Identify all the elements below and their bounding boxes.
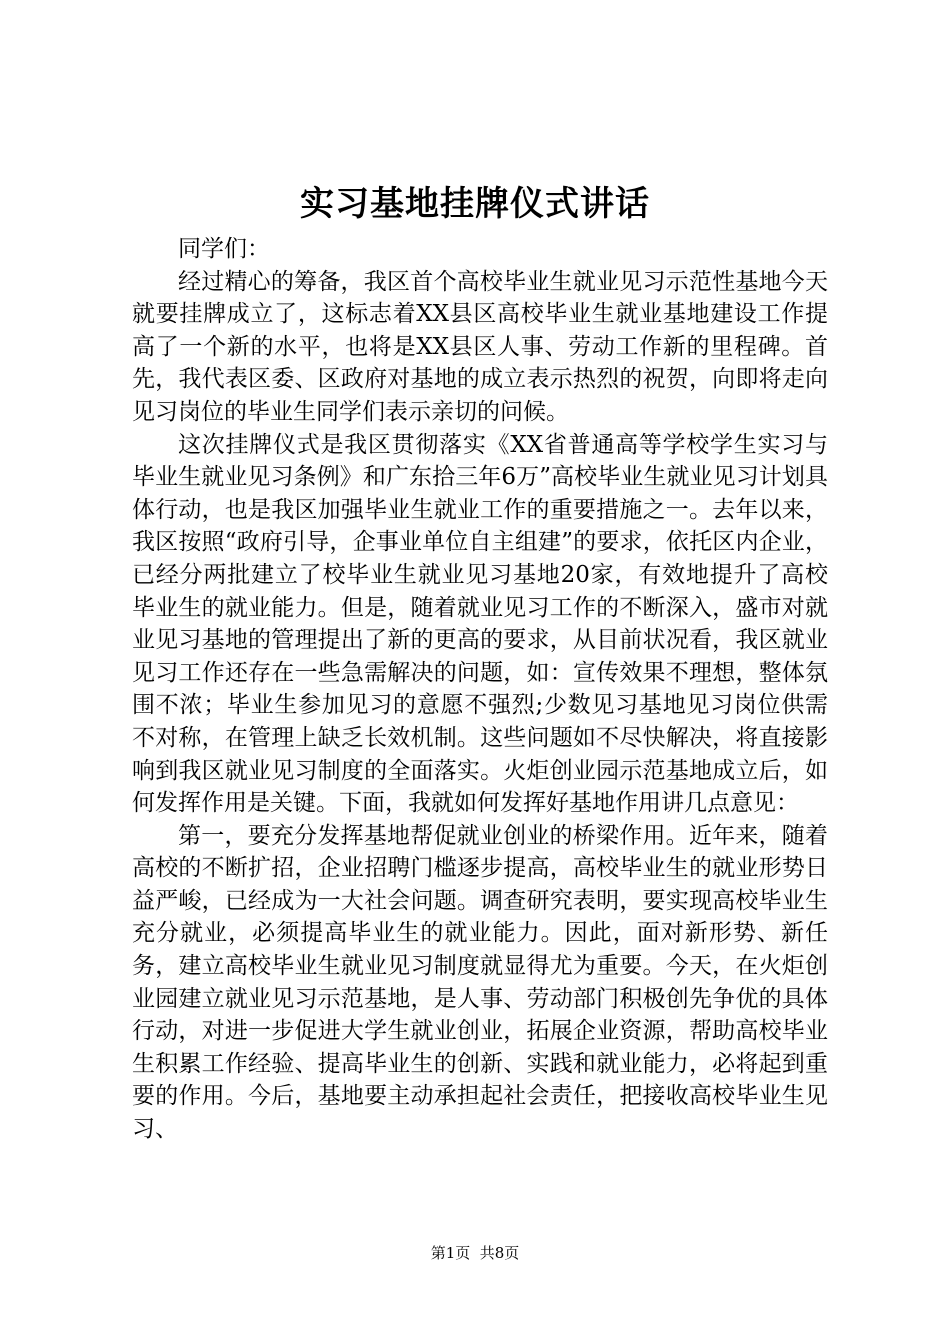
page-number-footer: 第1页 共8页 <box>430 1244 520 1262</box>
paragraph-2: 这次挂牌仪式是我区贯彻落实《XX省普通高等学校学生实习与毕业生就业见习条例》和广东拾三年6万”高校毕业生就业见习计划具体行动，也是我区加强毕业生就业工作的重要措施之一。去年以来，我区按照“政府引导，企事业单位自主组建”的要求，依托区内企业，已经分两批建立了校毕业生就业见习基地20家，有效地提升了高校毕业生的就业能力。但是，随着就业见习工作的不断深入，盛市对就业见习基地的管理提出了新的更高的要求，从目前状况看，我区就业见习工作还存在一些急需解决的问题，如：宣传效果不理想，整体氛围不浓；毕业生参加见习的意愿不强烈;少数见习基地见习岗位供需不对称，在管理上缺乏长效机制。这些问题如不尽快解决，将直接影响到我区就业见习制度的全面落实。火炬创业园示范基地成立后，如何发挥作用是关键。下面，我就如何发挥好基地作用讲几点意见： <box>132 431 828 817</box>
paragraph-1: 经过精心的筹备，我区首个高校毕业生就业见习示范性基地今天就要挂牌成立了，这标志着XX县区高校毕业生就业基地建设工作提高了一个新的水平，也将是XX县区人事、劳动工作新的里程碑。首先，我代表区委、区政府对基地的成立表示热烈的祝贺，向即将走向见习岗位的毕业生同学们表示亲切的问候。 <box>132 268 828 425</box>
salutation: 同学们： <box>178 236 270 262</box>
paragraph-3: 第一，要充分发挥基地帮促就业创业的桥梁作用。近年来，随着高校的不断扩招，企业招聘门槛逐步提高，高校毕业生的就业形势日益严峻，已经成为一大社会问题。调查研究表明，要实现高校毕业生充分就业，必须提高毕业生的就业能力。因此，面对新形势、新任务，建立高校毕业生就业见习制度就显得尤为重要。今天，在火炬创业园建立就业见习示范基地，是人事、劳动部门积极创先争优的具体行动，对进一步促进大学生就业创业，拓展企业资源，帮助高校毕业生积累工作经验、提高毕业生的创新、实践和就业能力，必将起到重要的作用。今后，基地要主动承担起社会责任，把接收高校毕业生见习、 <box>132 822 828 1143</box>
document-title: 实习基地挂牌仪式讲话 <box>300 184 650 224</box>
document-body <box>132 233 828 1146</box>
